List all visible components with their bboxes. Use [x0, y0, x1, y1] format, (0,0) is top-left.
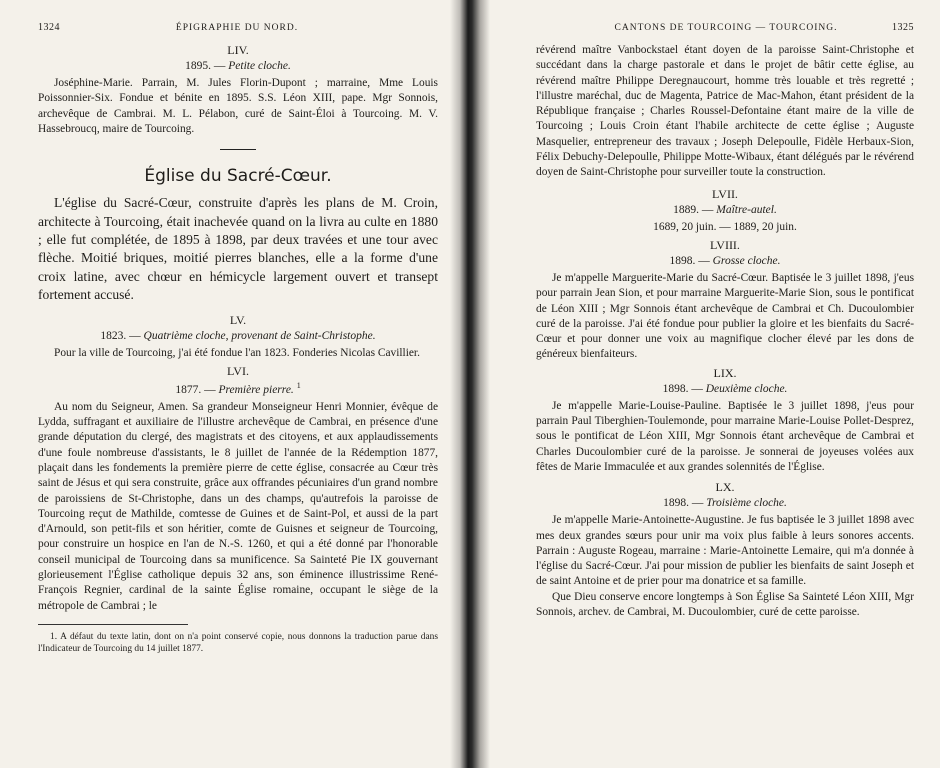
lix-item: Deuxième cloche. [705, 382, 788, 395]
section-lix-numeral: LIX. [713, 365, 737, 380]
church-intro: L'église du Sacré-Cœur, construite d'après les plans de M. Croin, architecte à Tourcoing, était inachevée quand on la livra au culte en 1880 ; elle fut complétée, de 1895 à 1898, par deux travées et une tour avec flèche. Moitié briques, moitié pierres blanches, elle a la forme d'une croix latine, avec chœur en hémicycle largement ouvert et transept fortement accusé. [38, 195, 438, 303]
liv-date: 1895. [185, 60, 212, 72]
lvii-dash: — [699, 203, 717, 216]
section-lvii-numeral: LVII. [712, 186, 738, 201]
section-liv-heading [38, 60, 438, 72]
section-lix-heading [536, 383, 914, 395]
lvi-date: 1877. [175, 383, 202, 396]
lvi-text: Au nom du Seigneur, Amen. Sa grandeur Monseigneur Henri Monnier, évêque de Lydda, suffragant et auxiliaire de l'illustre archevêque de Cambrai, en présence d'une grande députation du clergé, des magistrats et des citoyens, et aux applaudissements d'une foule nombreuse d'assistants, le 8 juillet de l'année de la Rédemption 1877, plaçait dans les fondements la première pierre de cette église, consacrée au Cœur très saint de Jésus et qui sera construite, grâce aux offrandes pécuniaires d'un grand nombre de paroissiens de St-Christophe, dans un des champs, qu'autrefois la paroisse de Tourcoing reçut de Mathilde, comtesse de Guines et de Saint-Pol, et aussi de la part d'Arnould, son petit-fils et son héritier, comte de Guisnes et seigneur de Tourcoing, pour construire un hospice en l'an de N.-S. 1260, et qui a été donné par l'honorable conseil municipal de Tourcoing dans sa munificence. Sa Sainteté Pie IX gouvernant glorieusement l'Église catholique depuis 32 ans, son éminence illustrissime René-François Regnier, cardinal de la sainte Église romaine, occupant le siège de la métropole de Cambrai ; le [38, 400, 438, 612]
footnote-mark: 1 [296, 380, 301, 390]
lx-text-2: Que Dieu conserve encore longtemps à Son Église Sa Sainteté Léon XIII, Mgr Sonnois, archev. de Cambrai, M. Ducoulombier, curé de cette paroisse. [536, 590, 914, 619]
section-lvi-numeral: LVI. [227, 363, 249, 378]
lix-text: Je m'appelle Marie-Louise-Pauline. Baptisée le 3 juillet 1898, j'eus pour parrain Paul Tiberghien-Toulemonde, pour marraine Marie-Louise Pollet-Desprez, sous le pontificat de Léon XIII, Mgr Sonnois étant archevêque de Cambrai et Charles Ducoulombier curé de la paroisse. Je sonnerai de joyeuses volées aux fêtes de Marie Immaculée et aux grandes solennités de l'Église. [536, 399, 914, 473]
liv-text: Joséphine-Marie. Parrain, M. Jules Florin-Dupont ; marraine, Mme Louis Poissonnier-Six. Fondue et bénite en 1895. S.S. Léon XIII, pape. Mgr Sonnois, archevêque de Cambrai. M. L. Pélabon, curé de Saint-Éloi à Tourcoing. M. V. Hassebroucq, maire de Tourcoing. [38, 77, 438, 135]
left-running-head [38, 22, 438, 33]
lvi-dash: — [201, 383, 219, 396]
section-lx-numeral: LX. [715, 480, 735, 495]
lx-item: Troisième cloche. [706, 497, 787, 510]
lv-item: Quatrième cloche, provenant de Saint-Christophe. [143, 329, 376, 342]
section-divider [220, 149, 256, 150]
right-page [478, 0, 940, 768]
lvii-text: 1689, 20 juin. — 1889, 20 juin. [653, 220, 797, 233]
lv-text: Pour la ville de Tourcoing, j'ai été fondue l'an 1823. Fonderies Nicolas Cavillier. [54, 346, 420, 359]
lvii-item: Maître-autel. [716, 203, 777, 216]
lv-date: 1823. [100, 329, 127, 342]
lix-dash: — [688, 382, 706, 395]
footnote-text: 1. A défaut du texte latin, dont on n'a point conservé copie, nous donnons la traduction parue dans l'Indicateur de Tourcoing du 14 juillet 1877. [38, 631, 438, 654]
lvi-continuation: révérend maître Vanbockstael étant doyen de la paroisse Saint-Christophe et succédant dans la charge pastorale et dans le projet de bâtir cette église, au révérend maître Philippe Deregnaucourt, homme très louable et très regretté ; l'illustre maréchal, duc de Magenta, Patrice de Mac-Mahon, étant président de la République française ; Charles Roussel-Defontaine étant maire de la ville de Tourcoing ; Louis Croin étant l'habile architecte de cette église ; Auguste Masquelier, entrepreneur des travaux ; Joseph Delepoulle, Fidèle Herbaux-Sion, Félix Debuchy-Delepoulle, Philippe Motte-Wibaux, étant délégués par le révérend doyen de Saint-Christophe pour surveiller toute la construction. [536, 44, 914, 179]
lviii-dash: — [695, 254, 713, 267]
footnote-separator [38, 624, 188, 625]
right-page-number: 1325 [892, 22, 914, 33]
section-liv-numeral: LIV. [227, 43, 249, 57]
liv-dash: — [211, 60, 229, 72]
left-page [0, 0, 458, 768]
lviii-text: Je m'appelle Marguerite-Marie du Sacré-Cœur. Baptisée le 3 juillet 1898, j'eus pour parrain Jean Sion, et pour marraine Marguerite-Marie Sion, sous le pontificat de Léon XIII ; Mgr Sonnois étant archevêque de Cambrai et Ch. Ducoulombier curé de la paroisse. J'ai été fondue pour publier la gloire et les bienfaits du Sacré-Cœur et pour donner une voix au magnifique clocher élevé par les dons de généreux bienfaiteurs. [536, 271, 914, 361]
lx-date: 1898. [663, 497, 689, 510]
section-lvii-heading [536, 204, 914, 216]
lx-text: Je m'appelle Marie-Antoinette-Augustine. Je fus baptisée le 3 juillet 1898 avec mes deux grandes sœurs pour unir ma voix plus faible à leurs sonores accents. Parrain : Auguste Rogeau, marraine : Marie-Antoinette Lemaire, qui m'a donnée à l'église du Sacré-Cœur. J'ai pour mission de publier les bienfaits de saint Joseph et de saint Antoine et de prier pour ma donatrice et sa famille. [536, 514, 914, 588]
lvii-date: 1889. [673, 203, 700, 216]
lviii-item: Grosse cloche. [712, 254, 781, 267]
left-running-title: ÉPIGRAPHIE DU NORD. [175, 23, 299, 33]
right-running-head [536, 22, 914, 33]
section-lviii-numeral: LVIII. [710, 237, 740, 252]
section-lvi-heading [38, 381, 438, 396]
church-title: Église du Sacré-Cœur. [144, 166, 332, 187]
left-page-number: 1324 [38, 22, 60, 33]
lviii-date: 1898. [669, 254, 696, 267]
section-lv-heading [38, 330, 438, 342]
section-lv-numeral: LV. [229, 312, 247, 327]
lvi-item: Première pierre. [218, 383, 294, 396]
lv-dash: — [126, 329, 144, 342]
right-running-title: CANTONS DE TOURCOING — TOURCOING. [614, 23, 838, 33]
section-lviii-heading [536, 255, 914, 267]
lix-date: 1898. [662, 382, 689, 395]
liv-item: Petite cloche. [228, 60, 291, 72]
section-lx-heading [536, 497, 914, 509]
lx-dash: — [688, 497, 707, 510]
